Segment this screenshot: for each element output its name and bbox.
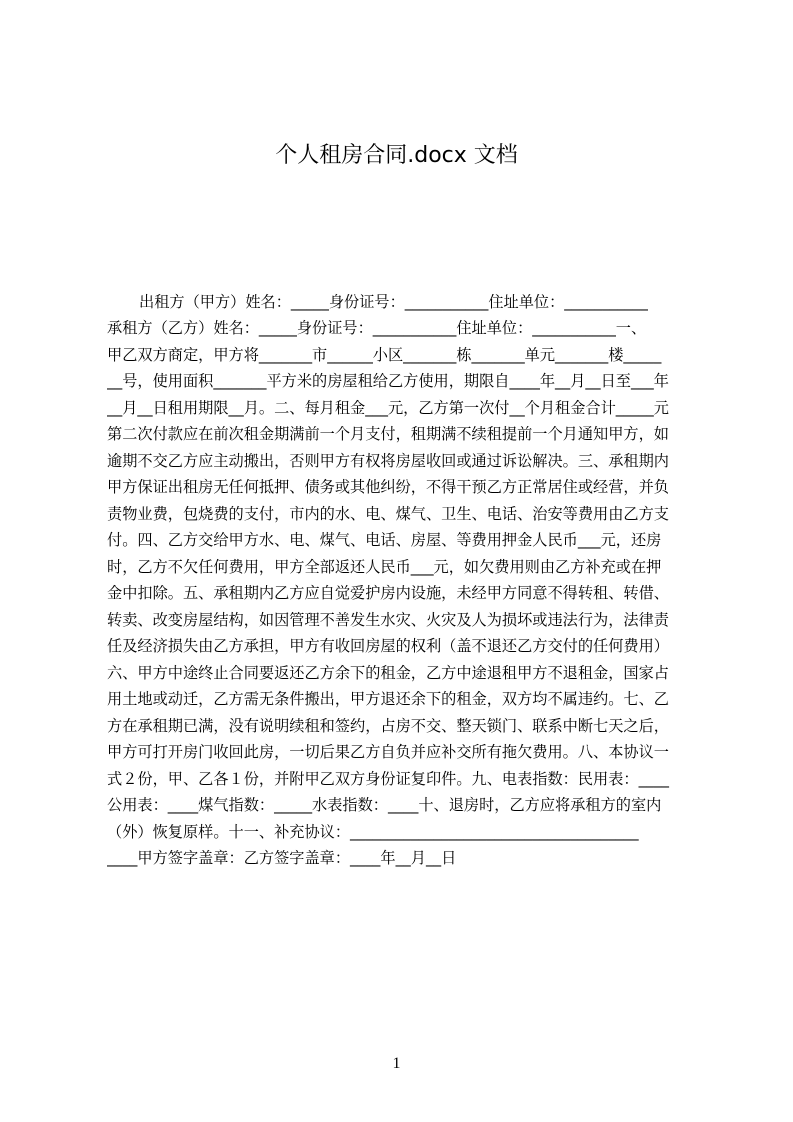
body-line: 时，乙方不欠任何费用，甲方全部返还人民币___元，如欠费用则由乙方补充或在押 — [107, 558, 662, 576]
body-line: 公用表：____煤气指数：_____水表指数：____十、退房时，乙方应将承租方的室内 — [107, 796, 662, 814]
body-line: （外）恢复原样。十一、补充协议：______________________________________ — [107, 823, 639, 841]
page-title: 个人租房合同.docx 文档 — [275, 143, 518, 168]
body-line: __月__日租用期限__月。二、每月租金___元，乙方第一次付__个月租金合计_____元 — [107, 399, 669, 417]
body-line: 用土地或动迁，乙方需无条件搬出，甲方退还余下的租金，双方均不属违约。七、乙 — [107, 690, 669, 708]
body-line: 甲方可打开房门收回此房，一切后果乙方自负并应补交所有拖欠费用。八、本协议一 — [107, 743, 669, 761]
body-line: 金中扣除。五、承租期内乙方应自觉爱护房内设施，未经甲方同意不得转租、转借、 — [107, 584, 669, 602]
body-line: 出租方（甲方）姓名：_____身份证号：___________住址单位：___________ — [139, 293, 648, 311]
body-line: 付。四、乙方交给甲方水、电、煤气、电话、房屋、等费用押金人民币___元，还房 — [107, 531, 662, 549]
body-line: 六、甲方中途终止合同要返还乙方余下的租金，乙方中途退租甲方不退租金，国家占 — [107, 664, 669, 682]
body-line: 责物业费，包烧费的支付，市内的水、电、煤气、卫生、电话、治安等费用由乙方支 — [107, 505, 669, 523]
body-line: 转卖、改变房屋结构，如因管理不善发生水灾、火灾及人为损坏或违法行为，法律责 — [107, 611, 669, 629]
body-line: 式２份，甲、乙各１份，并附甲乙双方身份证复印件。九、电表指数：民用表：____ — [107, 770, 669, 788]
body-line: 第二次付款应在前次租金期满前一个月支付，租期满不续租提前一个月通知甲方，如 — [107, 425, 669, 443]
body-line: 逾期不交乙方应主动搬出，否则甲方有权将房屋收回或通过诉讼解决。三、承租期内 — [107, 452, 669, 470]
body-line: 方在承租期已满，没有说明续租和签约，占房不交、整天锁门、联系中断七天之后， — [107, 717, 669, 735]
body-line: 承租方（乙方）姓名：_____身份证号：___________住址单位：___________一、 — [107, 319, 647, 337]
page-number: 1 — [392, 1055, 401, 1072]
body-line: 任及经济损失由乙方承担，甲方有收回房屋的权利（盖不退还乙方交付的任何费用） — [107, 637, 669, 655]
body-line: ____甲方签字盖章：乙方签字盖章：____年__月__日 — [107, 849, 457, 867]
body-line: 甲乙双方商定，甲方将_______市______小区_______栋_______单元_______楼_____ — [107, 346, 662, 364]
body-line: __号，使用面积_______平方米的房屋租给乙方使用，期限自____年__月__日至___年 — [107, 372, 669, 390]
body-line: 甲方保证出租房无任何抵押、债务或其他纠纷，不得干预乙方正常居住或经营，并负 — [107, 478, 669, 496]
